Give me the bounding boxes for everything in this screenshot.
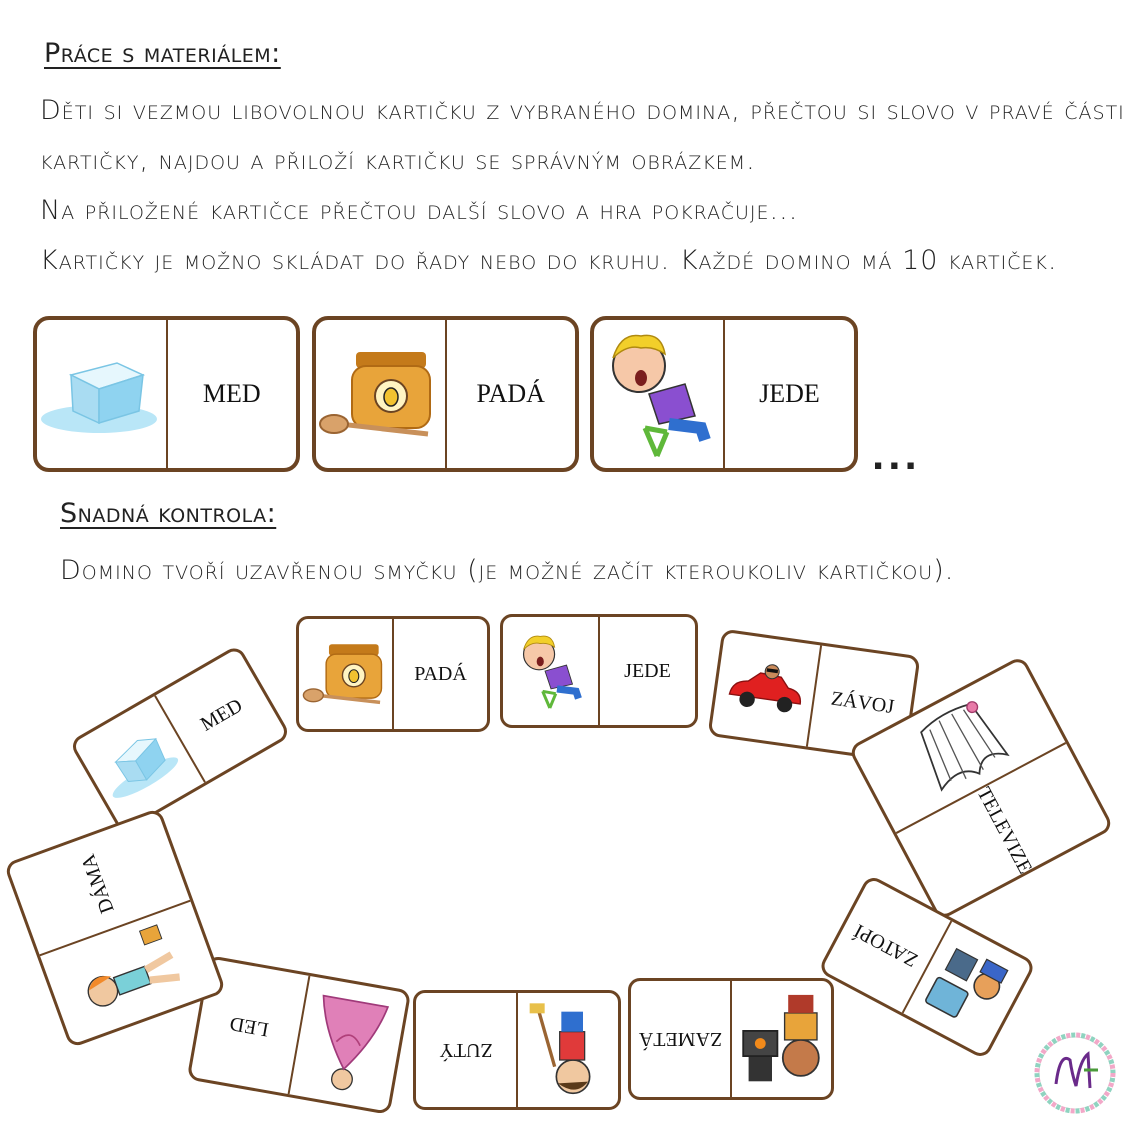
domino-word-half (631, 981, 730, 1097)
easy-check-text (60, 546, 1134, 596)
heading-easy-check: Snadná kontrola: (60, 498, 277, 529)
domino-picture-half (711, 632, 822, 747)
ice-cube-icon (39, 349, 163, 439)
loop-domino-dama (3, 808, 226, 1049)
example-domino-1 (33, 316, 300, 472)
domino-word-half (600, 617, 695, 725)
honey-jar-icon (318, 344, 442, 444)
author-logo (1032, 1030, 1118, 1116)
domino-picture-half (594, 320, 725, 468)
domino-picture-half (299, 619, 394, 729)
domino-word: LED (228, 1012, 271, 1041)
loop-domino-jede (500, 614, 698, 728)
domino-word-half (394, 619, 487, 729)
domino-picture-half (503, 617, 600, 725)
domino-word: ZAMETÁ (638, 1028, 723, 1051)
falling-boy-icon (514, 623, 588, 719)
domino-word: DÁMA (77, 850, 119, 916)
pink-dress-lady-icon (297, 983, 400, 1104)
domino-word: ZÁVOJ (829, 687, 896, 718)
honey-jar-icon (302, 638, 390, 710)
domino-picture-half (37, 320, 168, 468)
domino-picture-half (288, 976, 408, 1112)
falling-boy-icon (597, 324, 721, 464)
domino-word: ZATOPÍ (850, 919, 922, 972)
stove-boy-icon (737, 989, 827, 1089)
instruction-line: Kartičky je možno skládat do řady nebo do kruhu. Každé domino má 10 kartiček. (40, 245, 1058, 276)
domino-word-half (168, 320, 297, 468)
domino-word: PADÁ (414, 662, 467, 685)
loop-domino-pada (296, 616, 490, 732)
domino-word: JEDE (759, 379, 820, 408)
domino-picture-half (316, 320, 447, 468)
domino-word: PADÁ (476, 379, 545, 408)
domino-word: ZUTÝ (439, 1039, 493, 1062)
domino-word: MED (202, 379, 261, 408)
domino-word-half (416, 993, 516, 1107)
heading-work-with-material: Práce s materiálem: (44, 38, 281, 69)
logo-icon (1032, 1030, 1118, 1116)
example-domino-2 (312, 316, 579, 472)
continuation-ellipsis: ... (872, 430, 921, 479)
domino-word-half (725, 320, 854, 468)
loop-domino-zuty (413, 990, 621, 1110)
instruction-line: Děti si vezmou libovolnou kartičku z vybraného domina, přečtou si slovo v pravé části (40, 95, 1125, 126)
instructions-paragraph (40, 86, 1125, 286)
instruction-line: Na přiložené kartičce přečtou další slovo a hra pokračuje... (40, 195, 799, 226)
domino-word: TELEVIZE (972, 783, 1036, 877)
easy-check-line: Domino tvoří uzavřenou smyčku (je možné začít kteroukoliv kartičkou). (60, 555, 955, 586)
example-domino-3 (590, 316, 858, 472)
loop-domino-zameta (628, 978, 834, 1100)
instruction-line: kartičky, najdou a přiloží kartičku se správným obrázkem. (40, 145, 756, 176)
domino-word: MED (196, 693, 247, 736)
domino-word-half (447, 320, 576, 468)
red-car-icon (719, 655, 812, 722)
domino-picture-half (516, 993, 618, 1107)
domino-word: JEDE (624, 659, 671, 682)
loop-domino-med (69, 644, 292, 834)
sweeping-boy-icon (526, 1000, 610, 1100)
domino-picture-half (730, 981, 831, 1097)
loop-domino-zatopi (817, 874, 1036, 1060)
ice-cube-icon (89, 717, 188, 809)
